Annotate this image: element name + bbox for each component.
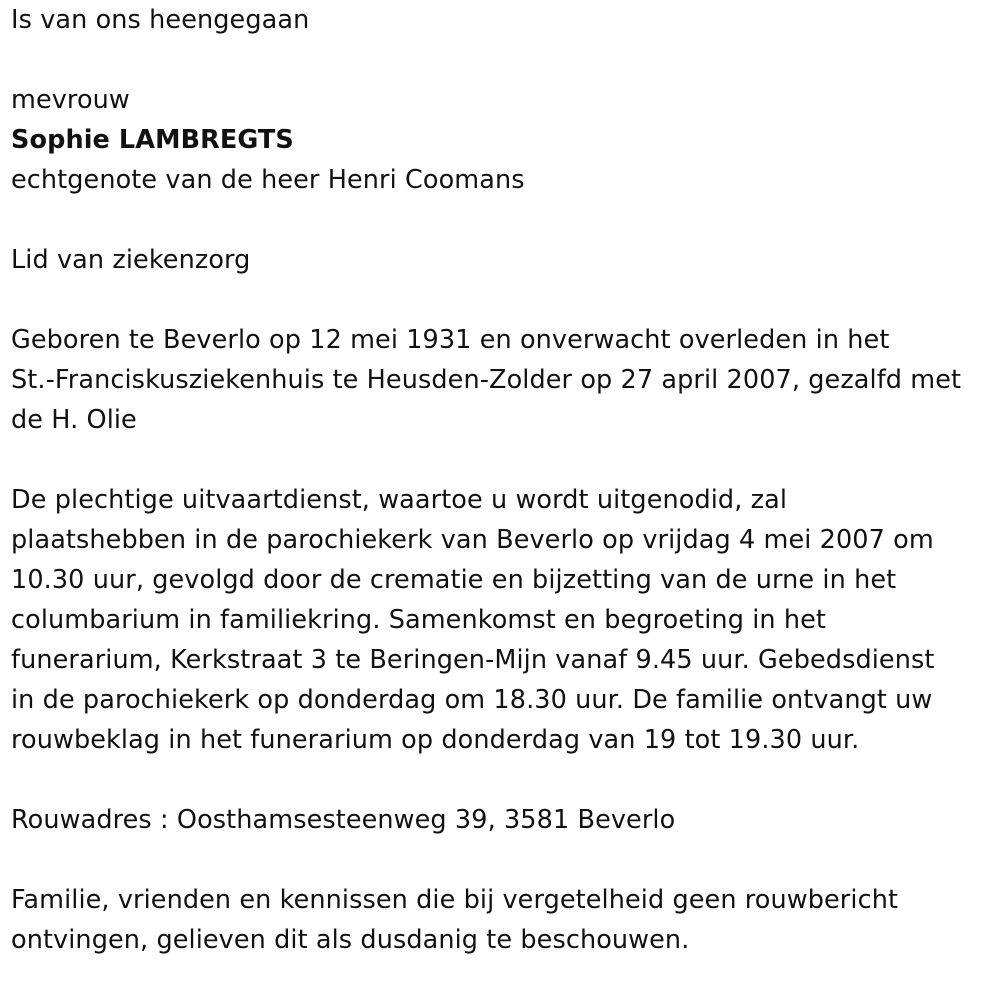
paragraph-line: St.-Franciskusziekenhuis te Heusden-Zolder op 27 april 2007, gezalfd met xyxy=(11,365,962,395)
paragraph-line: rouwbeklag in het funerarium op donderdag van 19 tot 19.30 uur. xyxy=(11,725,860,755)
paragraph-line: plaatshebben in de parochiekerk van Beverlo op vrijdag 4 mei 2007 om xyxy=(11,525,934,555)
paragraph-line: Familie, vrienden en kennissen die bij vergetelheid geen rouwbericht xyxy=(11,885,899,915)
salutation: mevrouw xyxy=(11,85,130,115)
obituary-notice xyxy=(11,0,996,960)
funeral-paragraph xyxy=(11,480,996,760)
paragraph-line: funerarium, Kerkstraat 3 te Beringen-Mijn vanaf 9.45 uur. Gebedsdienst xyxy=(11,645,935,675)
paragraph-line: De plechtige uitvaartdienst, waartoe u wordt uitgenodid, zal xyxy=(11,485,788,515)
spacer xyxy=(11,40,996,80)
deceased-name: Sophie LAMBREGTS xyxy=(11,125,294,155)
paragraph-line: ontvingen, gelieven dit als dusdanig te beschouwen. xyxy=(11,925,690,955)
closing-paragraph xyxy=(11,880,996,960)
paragraph-line: 10.30 uur, gevolgd door de crematie en bijzetting van de urne in het xyxy=(11,565,897,595)
spouse-line: echtgenote van de heer Henri Coomans xyxy=(11,165,525,195)
paragraph-line: de H. Olie xyxy=(11,405,137,435)
paragraph-line: columbarium in familiekring. Samenkomst en begroeting in het xyxy=(11,605,826,635)
birth-death-paragraph xyxy=(11,320,996,440)
paragraph-line: in de parochiekerk op donderdag om 18.30 uur. De familie ontvangt uw xyxy=(11,685,933,715)
spacer xyxy=(11,280,996,320)
paragraph-line: Geboren te Beverlo op 12 mei 1931 en onverwacht overleden in het xyxy=(11,325,890,355)
spacer xyxy=(11,200,996,240)
spacer xyxy=(11,760,996,800)
membership-line: Lid van ziekenzorg xyxy=(11,245,251,275)
mourning-address: Rouwadres : Oosthamsesteenweg 39, 3581 Beverlo xyxy=(11,805,676,835)
spacer xyxy=(11,440,996,480)
spacer xyxy=(11,840,996,880)
intro-line: Is van ons heengegaan xyxy=(11,5,310,35)
